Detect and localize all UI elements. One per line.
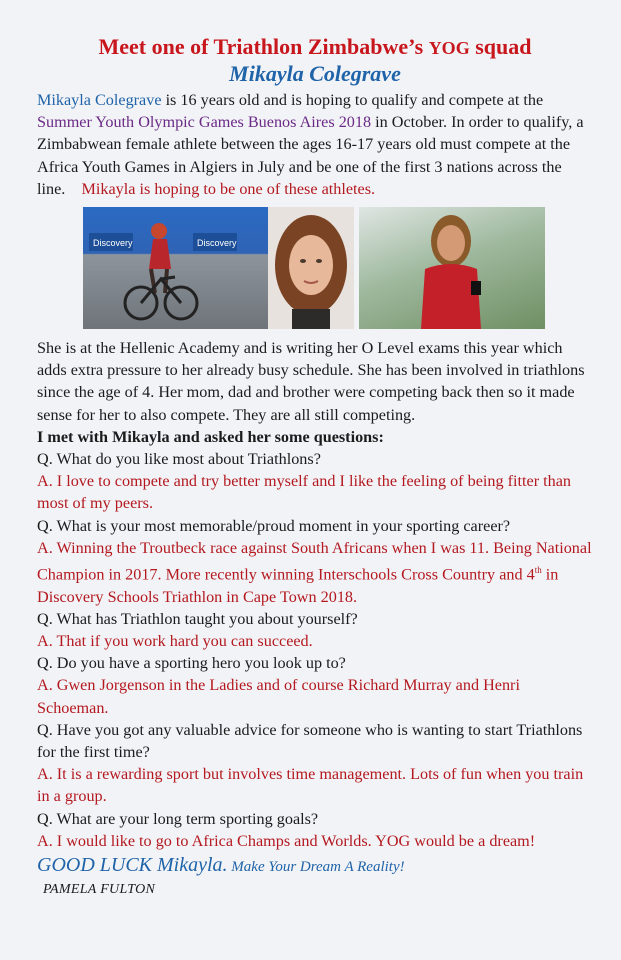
event-name: Summer Youth Olympic Games Buenos Aires 2018	[37, 113, 372, 132]
runner-watch	[471, 281, 481, 295]
question-4: Q. Do you have a sporting hero you look up to?	[37, 654, 346, 673]
portrait-shirt	[292, 309, 330, 329]
portrait-eye-left	[300, 259, 306, 263]
cyclist-body	[149, 239, 171, 269]
answer-3: A. That if you work hard you can succeed.	[37, 632, 313, 651]
title-end: squad	[469, 34, 532, 59]
answer-2-text: A. Winning the Troutbeck race against South Africans when I was 11. Being National Champion in 2017. More recently winning Interschools Cross Country and 4	[37, 538, 592, 584]
athlete-name: Mikayla Colegrave	[37, 91, 162, 109]
answer-2-end: in Discovery Schools Triathlon in Cape Town 2018.	[37, 565, 559, 606]
running-photo	[359, 207, 545, 329]
closing-line	[37, 852, 593, 880]
bio-paragraph: She is at the Hellenic Academy and is writing her O Level exams this year which adds extra pressure to her already busy schedule. She has been involved in triathlons since the age of 4. Her mom, dad and brother were competing back then so it made sense for her to also compete. They are all still competing.	[37, 339, 585, 424]
portrait-illustration	[268, 207, 354, 329]
answer-5: A. It is a rewarding sport but involves time management. Lots of fun when you train in a group.	[37, 765, 584, 806]
intro-hope: Mikayla is hoping to be one of these athletes.	[81, 179, 376, 198]
question-3: Q. What has Triathlon taught you about yourself?	[37, 609, 358, 628]
answer-1: A. I love to compete and try better myself and I like the feeling of being fitter than most of my peers.	[37, 472, 572, 513]
question-1: Q. What do you like most about Triathlons?	[37, 450, 321, 469]
answer-4: A. Gwen Jorgenson in the Ladies and of course Richard Murray and Henri Schoeman.	[37, 676, 520, 717]
question-2: Q. What is your most memorable/proud moment in your sporting career?	[37, 516, 511, 535]
portrait-eye-right	[316, 259, 322, 263]
answer-6: A. I would like to go to Africa Champs and Worlds. YOG would be a dream!	[37, 831, 536, 850]
question-5: Q. Have you got any valuable advice for someone who is wanting to start Triathlons for the first time?	[37, 720, 583, 762]
title-text: Meet one of Triathlon Zimbabwe’s	[98, 34, 429, 59]
article-subtitle: Mikayla Colegrave	[229, 61, 401, 86]
good-luck-text: GOOD LUCK Mikayla.	[37, 854, 228, 877]
answer-2-sup: th	[534, 565, 542, 576]
banner-left-text: Discovery	[93, 238, 133, 249]
runner-suit	[421, 264, 481, 329]
portrait-photo	[268, 207, 354, 329]
intro-text-2: in October. In order to qualify, a Zimbabwean female athlete between the ages 16-17 years old must compete at the Africa Youth Games in Algiers in July and be one of the first 3 nations across the line.	[37, 113, 584, 198]
question-6: Q. What are your long term sporting goals?	[37, 809, 319, 828]
bike-frame	[141, 277, 181, 303]
intro-text-1: is 16 years old and is hoping to qualify and compete at the	[161, 91, 544, 109]
dream-text: Make Your Dream A Reality!	[227, 859, 405, 876]
portrait-face	[289, 235, 333, 295]
article-title	[37, 34, 593, 61]
intro-paragraph	[37, 89, 593, 200]
interview-intro: I met with Mikayla and asked her some questions:	[37, 427, 384, 446]
running-illustration	[359, 207, 545, 329]
helmet	[151, 223, 167, 239]
author-name: PAMELA FULTON	[43, 882, 156, 898]
photo-strip	[37, 207, 593, 329]
answer-2	[37, 537, 593, 608]
runner-face	[437, 225, 465, 261]
title-yog: YOG	[428, 38, 470, 58]
banner-right-text: Discovery	[197, 238, 237, 249]
